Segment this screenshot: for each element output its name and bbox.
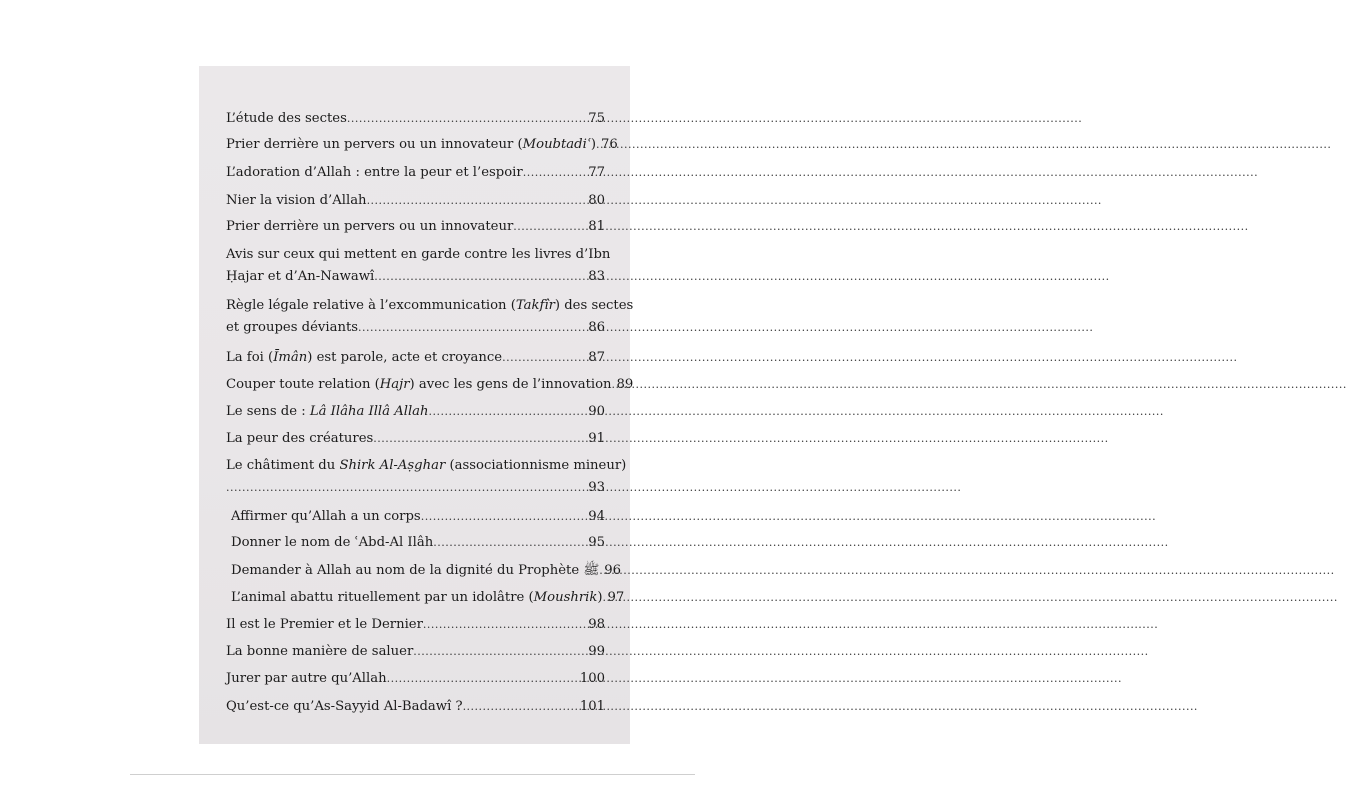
toc-entry-row — [226, 266, 605, 288]
toc-entry-title — [226, 134, 596, 156]
toc-entry[interactable] — [226, 134, 618, 156]
title-text: ) — [590, 137, 597, 152]
toc-entry-row — [226, 401, 605, 423]
toc-entry[interactable] — [226, 614, 605, 636]
toc-entry[interactable] — [226, 668, 605, 690]
page-number: 76 — [601, 137, 618, 152]
title-text: ) est parole, acte et croyance — [307, 350, 503, 365]
dot-leader — [463, 696, 579, 718]
dot-leader — [423, 614, 587, 636]
page-number: 87 — [588, 350, 605, 365]
page-number: 80 — [588, 193, 605, 208]
toc-entry-row — [231, 560, 622, 582]
dot-leader — [374, 266, 587, 288]
toc-entry-title — [226, 266, 374, 288]
toc-entry-row — [226, 428, 605, 450]
title-text: (associationnisme mineur) — [445, 458, 627, 473]
dot-leader — [347, 108, 587, 130]
title-italic: Takfîr — [515, 298, 555, 313]
toc-entry[interactable] — [226, 374, 634, 396]
toc-entry-row — [226, 190, 605, 212]
toc-entry-row — [226, 614, 605, 636]
title-text: Donner le nom de ʿAbd-Al Ilâh — [231, 535, 434, 550]
book-page — [199, 66, 634, 744]
divider — [130, 774, 695, 775]
toc-entry-title — [226, 190, 367, 212]
toc-entry-title-line1 — [226, 295, 634, 317]
toc-entry-title — [226, 428, 373, 450]
toc-entry-row — [231, 506, 605, 528]
dot-leader — [373, 428, 587, 450]
title-italic: Shirk Al-Aṣghar — [339, 458, 446, 473]
toc-entry[interactable] — [231, 587, 625, 609]
toc-entry-row — [226, 108, 605, 130]
toc-entry-title — [226, 374, 612, 396]
title-italic: Lâ Ilâha Illâ Allah — [309, 404, 429, 419]
toc-entry-row — [226, 317, 605, 339]
title-text: et groupes déviants — [226, 320, 359, 335]
toc-entry[interactable] — [226, 244, 611, 288]
toc-entry-row — [231, 587, 625, 609]
toc-entry-title — [226, 162, 523, 184]
toc-entry-row — [231, 532, 605, 554]
title-text: ) avec les gens de l’innovation — [409, 377, 612, 392]
dot-leader — [523, 162, 588, 184]
page-number: 96 — [604, 563, 622, 578]
toc-entry-row — [226, 216, 605, 238]
dot-leader — [513, 216, 587, 238]
title-text: Il est le Premier et le Dernier — [226, 617, 423, 632]
page-number: 75 — [588, 111, 605, 126]
title-text: Le sens de : — [226, 404, 310, 419]
toc-entry[interactable] — [226, 455, 627, 499]
title-text: La peur des créatures — [226, 431, 374, 446]
title-text: ) des sectes — [554, 298, 634, 313]
toc-entry[interactable] — [226, 162, 605, 184]
toc-entry[interactable] — [226, 190, 605, 212]
page-number: 94 — [588, 509, 605, 524]
title-text: Affirmer qu’Allah a un corps — [231, 509, 421, 524]
toc-entry-title — [231, 506, 421, 528]
toc-entry-row — [226, 668, 605, 690]
toc-entry[interactable] — [226, 347, 605, 369]
page-number: 97 — [607, 590, 625, 605]
title-text: Couper toute relation ( — [226, 377, 380, 392]
toc-entry[interactable] — [231, 506, 605, 528]
dot-leader — [502, 347, 587, 369]
title-text: La foi ( — [226, 350, 274, 365]
title-text: L’adoration d’Allah : entre la peur et l’espoir — [226, 165, 523, 180]
dot-leader — [421, 506, 588, 528]
title-text: L’animal abattu rituellement par un idolâtre ( — [231, 590, 534, 605]
toc-entry-row — [226, 641, 605, 663]
toc-entry-title — [231, 560, 599, 582]
page-number: 98 — [588, 617, 605, 632]
title-text: ) — [597, 590, 603, 605]
page-number: 95 — [588, 535, 605, 550]
page-number: 77 — [588, 165, 605, 180]
page-number: 101 — [579, 699, 605, 714]
toc-entry[interactable] — [231, 560, 622, 582]
dot-leader — [367, 190, 588, 212]
title-text: L’étude des sectes — [226, 111, 347, 126]
page-number: 83 — [588, 269, 605, 284]
toc-entry-row — [226, 696, 605, 718]
toc-entry-title-line1 — [226, 455, 627, 477]
toc-entry-title-line1: Avis sur ceux qui mettent en garde contre les livres d’Ibn — [226, 247, 611, 262]
page-number: 91 — [588, 431, 605, 446]
title-text: Règle légale relative à l’excommunication ( — [226, 298, 516, 313]
page-number: 90 — [588, 404, 605, 419]
title-italic: Īmân — [273, 350, 308, 365]
toc-entry-title — [226, 108, 347, 130]
title-text: Demander à Allah au nom de la dignité du Prophète ﷺ — [231, 563, 600, 578]
title-text: Prier derrière un pervers ou un innovateur ( — [226, 137, 523, 152]
dot-leader — [429, 401, 588, 423]
toc-entry[interactable] — [226, 428, 605, 450]
toc-entry-title — [226, 216, 513, 238]
title-italic: Hajr — [379, 377, 410, 392]
dot-leader — [387, 668, 579, 690]
dot-leader — [226, 477, 587, 499]
toc-entry-title — [226, 347, 502, 369]
toc-entry-title — [226, 668, 387, 690]
toc-entry-row — [226, 374, 634, 396]
toc-entry-title — [226, 641, 413, 663]
title-text: Nier la vision d’Allah — [226, 193, 367, 208]
toc-entry[interactable] — [226, 641, 605, 663]
toc-entry-title — [226, 401, 429, 423]
page-number: 81 — [588, 219, 605, 234]
toc-entry[interactable] — [231, 532, 605, 554]
title-text: Qu’est-ce qu’As-Sayyid Al-Badawî ? — [226, 699, 463, 714]
page-number: 100 — [579, 671, 605, 686]
title-text: Le châtiment du — [226, 458, 340, 473]
title-italic: Moubtadiʿ — [522, 137, 591, 152]
toc-entry-title — [231, 532, 433, 554]
page-number: 86 — [588, 320, 605, 335]
dot-leader — [358, 317, 587, 339]
toc-entry-row — [226, 347, 605, 369]
dot-leader — [433, 532, 587, 554]
toc-entry-title — [231, 587, 603, 609]
dot-leader — [413, 641, 587, 663]
page-number: 99 — [588, 644, 605, 659]
toc-entry-title — [226, 614, 423, 636]
title-text: Prier derrière un pervers ou un innovateur — [226, 219, 514, 234]
title-text: Jurer par autre qu’Allah — [226, 671, 387, 686]
toc-entry[interactable] — [226, 696, 605, 718]
page-number: 93 — [588, 480, 605, 495]
toc-entry-title — [226, 696, 463, 718]
toc-entry[interactable] — [226, 401, 605, 423]
toc-entry[interactable] — [226, 295, 634, 339]
toc-entry[interactable] — [226, 108, 605, 130]
title-italic: Moushrik — [533, 590, 598, 605]
toc-entry-row — [226, 477, 605, 499]
toc-entry[interactable] — [226, 216, 605, 238]
toc-entry-row — [226, 162, 605, 184]
table-of-contents — [199, 66, 634, 744]
toc-entry-row — [226, 134, 618, 156]
page-number: 89 — [616, 377, 634, 392]
toc-entry-title — [226, 317, 358, 339]
title-text: La bonne manière de saluer — [226, 644, 414, 659]
title-text: Ḥajar et d’An-Nawawî — [226, 269, 375, 284]
